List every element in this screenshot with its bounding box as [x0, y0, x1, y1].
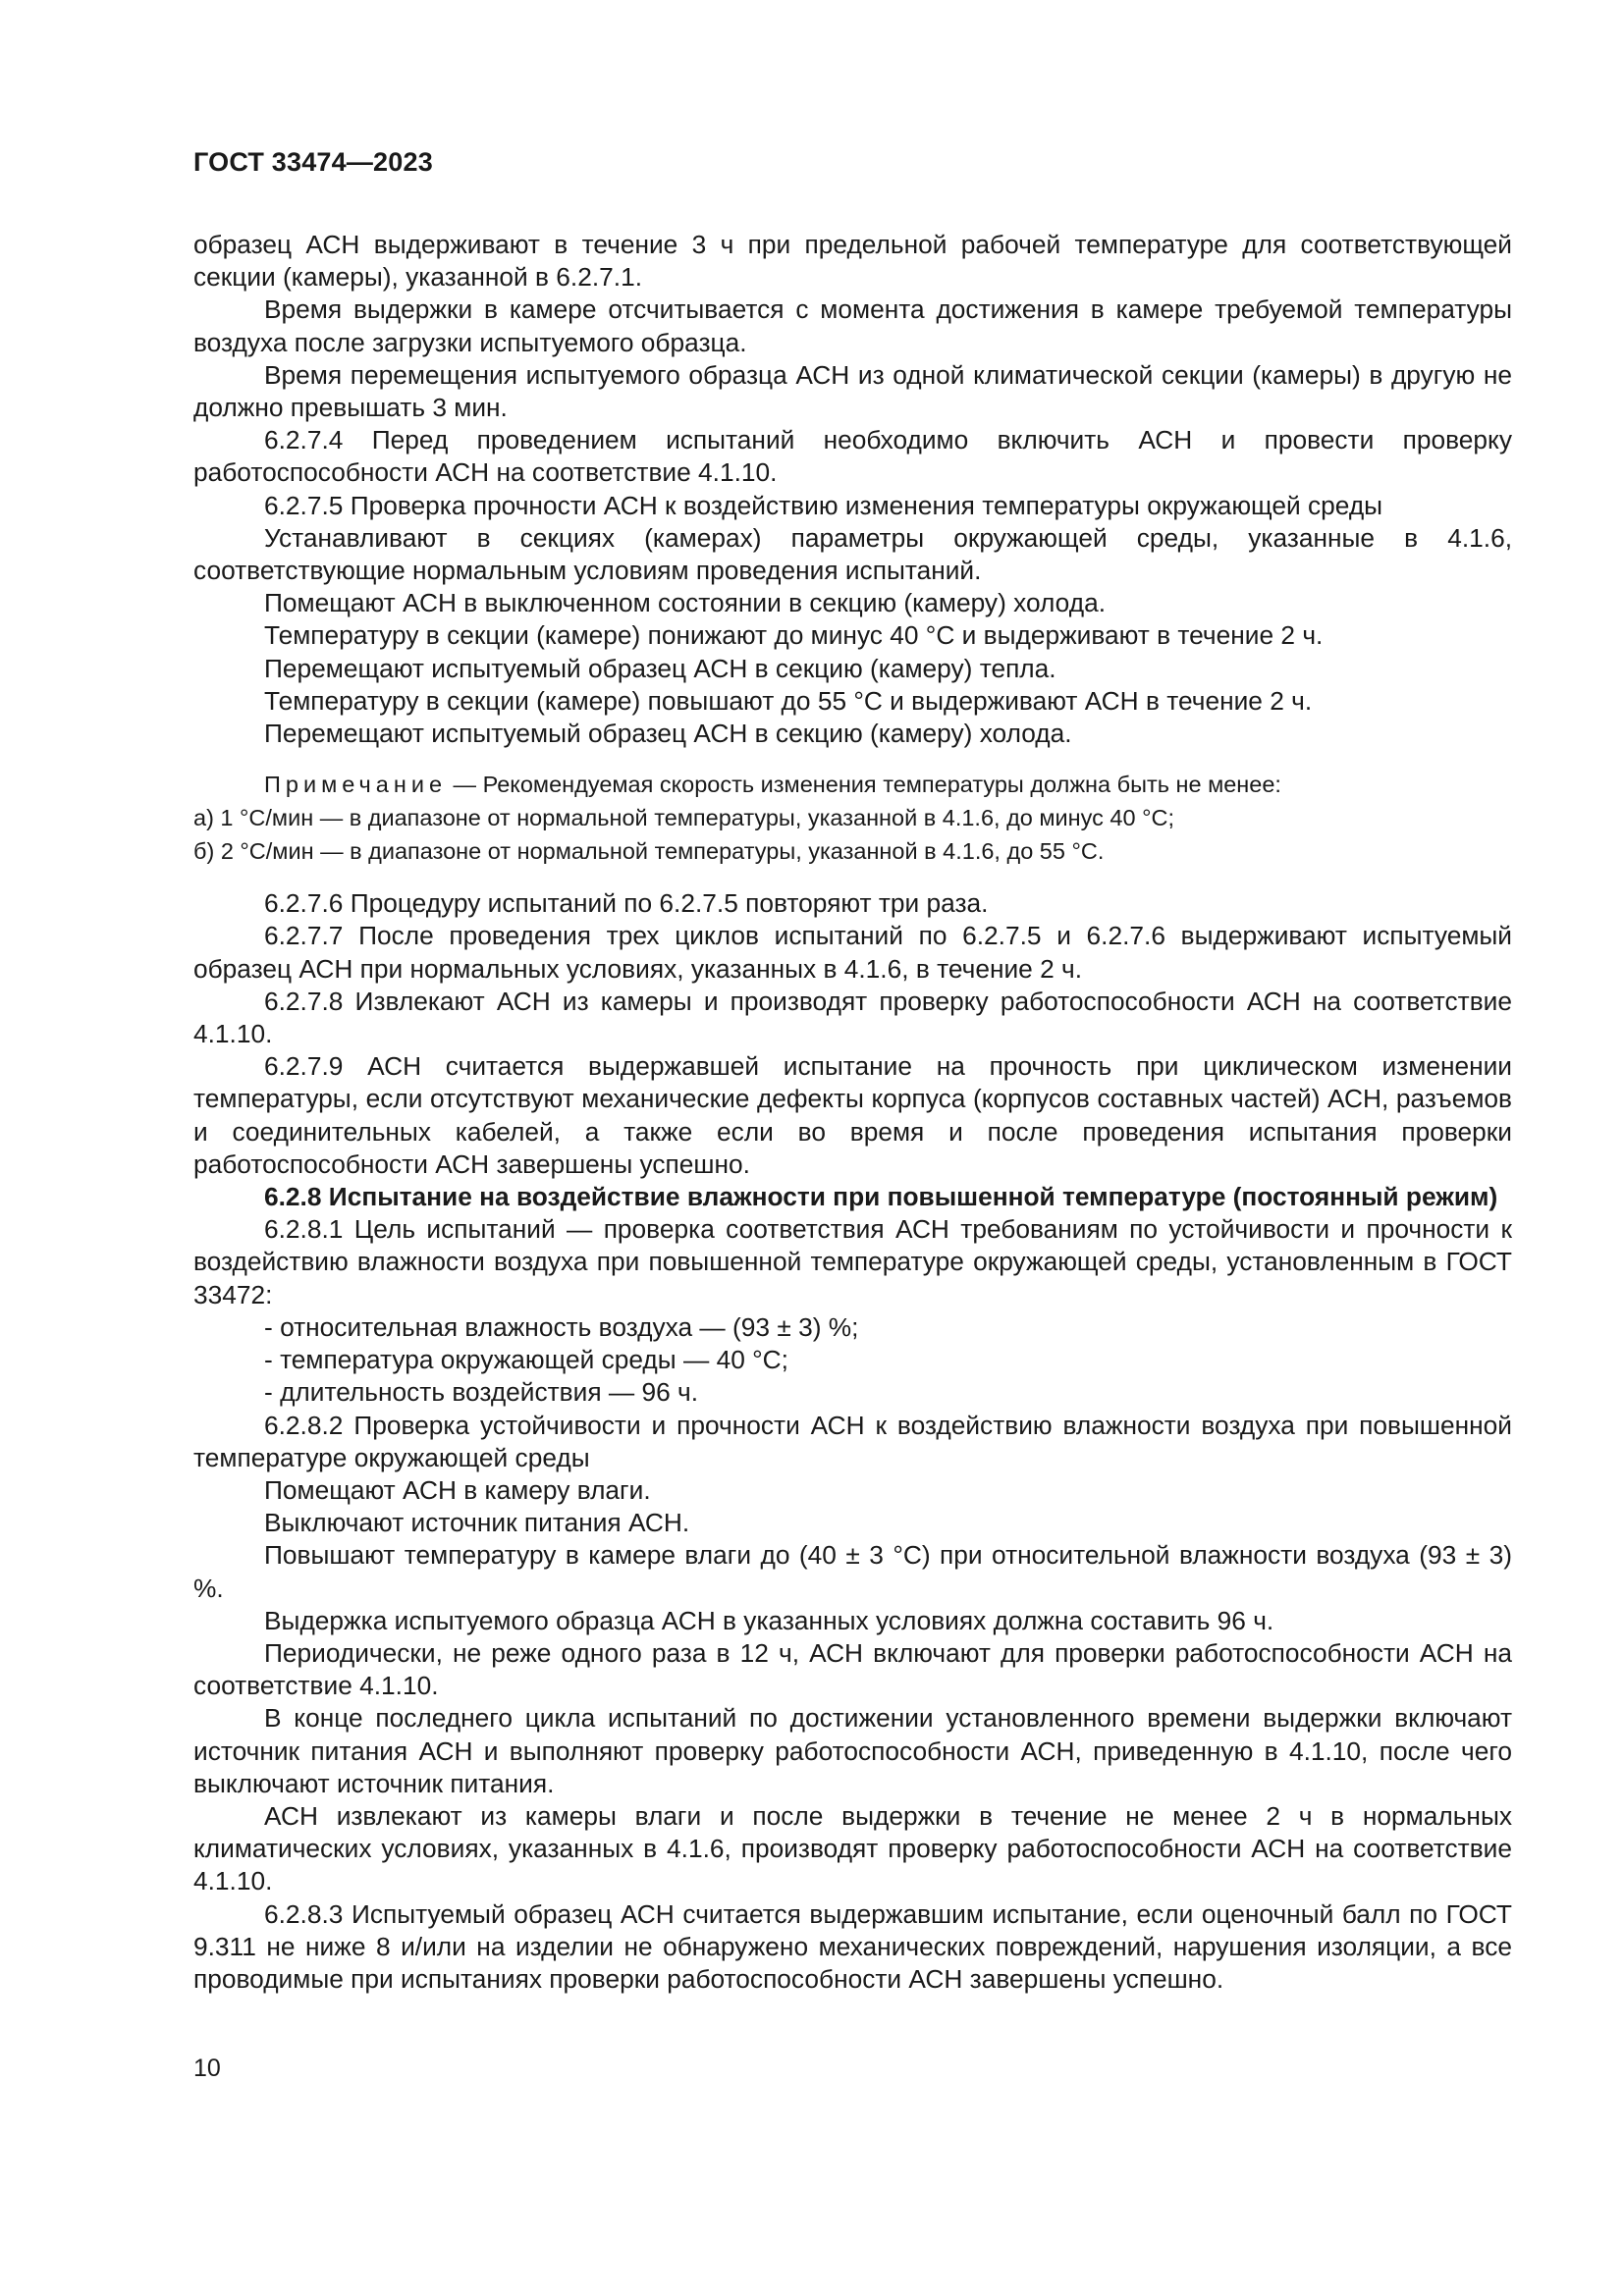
- paragraph: Помещают АСН в камеру влаги.: [264, 1474, 651, 1505]
- paragraph: образец АСН выдерживают в течение 3 ч при предельной рабочей температуре для соответствующей секции (камеры), указанной в 6.2.7.1.: [193, 230, 1512, 293]
- page-number: 10: [193, 2055, 221, 2082]
- paragraph: Выдержка испытуемого образца АСН в указанных условиях должна составить 96 ч.: [264, 1605, 1274, 1635]
- list-item: - длительность воздействия — 96 ч.: [264, 1377, 699, 1408]
- note-label: Примечание: [264, 772, 448, 798]
- paragraph: 6.2.8.3 Испытуемый образец АСН считается выдержавшим испытание, если оценочный балл по ГОСТ 9.311 не ниже 8 и/или на изделии не обнаружено механических повреждений, нарушения изоляции, а все проводимые при испытаниях проверки работоспособности АСН завершены успешно.: [193, 1898, 1512, 1994]
- paragraph: Выключают источник питания АСН.: [264, 1508, 690, 1538]
- note-item: а) 1 °С/мин — в диапазоне от нормальной температуры, указанной в 4.1.6, до минус 40 °С;: [193, 805, 1174, 831]
- note-item: б) 2 °С/мин — в диапазоне от нормальной температуры, указанной в 4.1.6, до 55 °С.: [193, 838, 1105, 865]
- paragraph: Температуру в секции (камере) понижают до минус 40 °С и выдерживают в течение 2 ч.: [264, 620, 1324, 651]
- note-block: [193, 768, 1512, 868]
- document-header: ГОСТ 33474—2023: [193, 147, 433, 177]
- paragraph: Периодически, не реже одного раза в 12 ч, АСН включают для проверки работоспособности АСН на соответствие 4.1.10.: [193, 1637, 1512, 1701]
- paragraph: Перемещают испытуемый образец АСН в секцию (камеру) холода.: [264, 719, 1072, 749]
- paragraph: 6.2.7.5 Проверка прочности АСН к воздействию изменения температуры окружающей среды: [264, 490, 1383, 520]
- note-heading: [193, 768, 1512, 801]
- paragraph: Повышают температуру в камере влаги до (40 ± 3 °С) при относительной влажности воздуха (93 ± 3) %.: [193, 1540, 1512, 1603]
- paragraph: 6.2.8.1 Цель испытаний — проверка соответствия АСН требованиям по устойчивости и прочности к воздействию влажности воздуха при повышенной температуре окружающей среды, установленным в ГОСТ 33472:: [193, 1214, 1512, 1309]
- paragraph: Перемещают испытуемый образец АСН в секцию (камеру) тепла.: [264, 653, 1056, 683]
- paragraph: 6.2.7.7 После проведения трех циклов испытаний по 6.2.7.5 и 6.2.7.6 выдерживают испытуемый образец АСН при нормальных условиях, указанных в 4.1.6, в течение 2 ч.: [193, 921, 1512, 984]
- paragraph: В конце последнего цикла испытаний по достижении установленного времени выдержки включают источник питания АСН и выполняют проверку работоспособности АСН, приведенную в 4.1.10, после чего выключают источник питания.: [193, 1703, 1512, 1798]
- section-heading: 6.2.8 Испытание на воздействие влажности при повышенной температуре (постоянный режим): [264, 1182, 1498, 1212]
- note-text: — Рекомендуемая скорость изменения температуры должна быть не менее:: [447, 772, 1281, 798]
- document-body: [193, 229, 1512, 1996]
- paragraph: Время перемещения испытуемого образца АСН из одной климатической секции (камеры) в другую не должно превышать 3 мин.: [193, 359, 1512, 423]
- paragraph: 6.2.8.2 Проверка устойчивости и прочности АСН к воздействию влажности воздуха при повышенной температуре окружающей среды: [193, 1410, 1512, 1472]
- paragraph: АСН извлекают из камеры влаги и после выдержки в течение не менее 2 ч в нормальных климатических условиях, указанных в 4.1.6, производят проверку работоспособности АСН на соответствие 4.1.10.: [193, 1800, 1512, 1896]
- list-item: - температура окружающей среды — 40 °С;: [264, 1345, 788, 1375]
- paragraph: 6.2.7.8 Извлекают АСН из камеры и производят проверку работоспособности АСН на соответствие 4.1.10.: [193, 986, 1512, 1049]
- paragraph: 6.2.7.6 Процедуру испытаний по 6.2.7.5 повторяют три раза.: [264, 888, 989, 919]
- paragraph: 6.2.7.4 Перед проведением испытаний необходимо включить АСН и провести проверку работоспособности АСН на соответствие 4.1.10.: [193, 425, 1512, 488]
- paragraph: Температуру в секции (камере) повышают до 55 °С и выдерживают АСН в течение 2 ч.: [264, 685, 1313, 716]
- list-item: - относительная влажность воздуха — (93 ± 3) %;: [264, 1311, 859, 1342]
- paragraph: 6.2.7.9 АСН считается выдержавшей испытание на прочность при циклическом изменении температуры, если отсутствуют механические дефекты корпуса (корпусов составных частей) АСН, разъемов и соединительных кабелей, а также если во время и после проведения испытания проверки работоспособности АСН завершены успешно.: [193, 1051, 1512, 1179]
- paragraph: Время выдержки в камере отсчитывается с момента достижения в камере требуемой температуры воздуха после загрузки испытуемого образца.: [193, 294, 1512, 357]
- paragraph: Помещают АСН в выключенном состоянии в секцию (камеру) холода.: [264, 588, 1106, 618]
- paragraph: Устанавливают в секциях (камерах) параметры окружающей среды, указанные в 4.1.6, соответствующие нормальным условиям проведения испытаний.: [193, 522, 1512, 586]
